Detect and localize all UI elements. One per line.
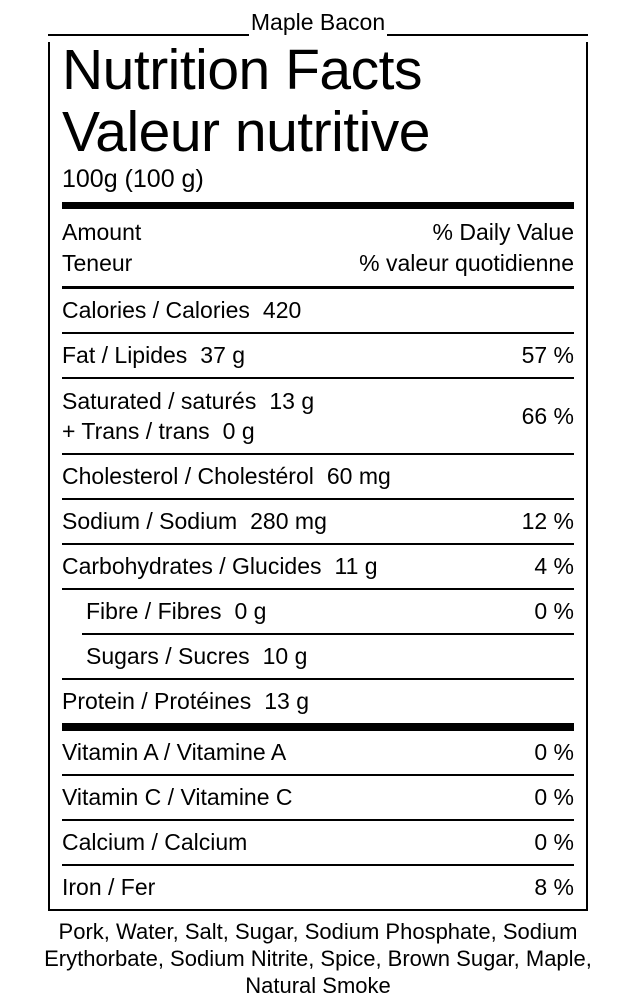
title-right-line [387,9,588,36]
nutrient-dv: 4 % [534,553,574,579]
nutrition-facts-box [48,38,588,911]
nutrient-name: Carbohydrates / Glucides [62,553,322,579]
nutrient-value: 0 g [234,598,267,624]
title-english: Nutrition Facts [62,38,422,102]
title-left-line [48,9,249,36]
nutrient-name: Sodium / Sodium [62,508,238,534]
nutrient-value: 11 g [334,553,378,579]
nutrient-value: 10 g [262,643,308,669]
nutrient-name: Vitamin C / Vitamine C [62,784,293,810]
nutrient-name: Calcium / Calcium [62,829,248,855]
product-title-row [48,8,588,36]
row-carbohydrates [62,545,574,588]
nutrient-dv: 12 % [521,508,574,534]
nutrient-name: Sugars / Sucres [86,643,250,669]
nutrient-name: Vitamin A / Vitamine A [62,739,287,765]
nutrient-value: 0 g [222,418,255,444]
nutrient-name: Protein / Protéines [62,688,252,714]
nutrient-dv: 57 % [521,342,574,368]
divider-thick-top [62,202,574,209]
product-title: Maple Bacon [250,9,386,35]
nutrient-name: + Trans / trans [62,418,210,444]
nutrient-dv: 0 % [534,739,574,765]
amount-label-fr: Teneur [62,250,133,276]
daily-value-label-en: % Daily Value [432,219,574,245]
nutrient-dv: 0 % [534,829,574,855]
row-sodium [62,500,574,543]
row-protein [62,680,574,723]
row-iron [62,866,574,909]
nutrient-name: Calories / Calories [62,297,250,323]
header-line-en [62,217,574,248]
nutrient-value: 60 mg [326,463,391,489]
serving-size: 100g (100 g) [62,165,204,193]
row-calcium [62,821,574,864]
row-calories [62,289,574,332]
row-sugars [62,635,574,678]
nutrient-name: Cholesterol / Cholestérol [62,463,314,489]
row-saturated-trans [62,379,574,453]
nutrient-dv: 8 % [534,874,574,900]
ingredients-list: Pork, Water, Salt, Sugar, Sodium Phosphate, Sodium Erythorbate, Sodium Nitrite, Spice, Brown Sugar, Maple, Natural Smoke [44,919,592,998]
nutrient-value: 13 g [264,688,309,714]
nutrient-value: 280 mg [250,508,327,534]
nutrient-name: Saturated / saturés [62,388,257,414]
nutrient-dv: 66 % [521,402,574,429]
daily-value-label-fr: % valeur quotidienne [359,250,574,276]
header-line-fr [62,248,574,279]
column-header [62,209,574,286]
row-vitamin-a [62,731,574,774]
divider-thick-micronutrients [62,723,574,731]
label-wrap [48,8,588,911]
nutrient-name: Fibre / Fibres [86,598,222,624]
row-fibre [62,590,574,633]
nutrient-name: Fat / Lipides [62,342,188,368]
nutrient-value: 420 [262,297,302,323]
nutrient-name: Iron / Fer [62,874,156,900]
title-french: Valeur nutritive [62,100,430,164]
row-fat [62,334,574,377]
nutrient-dv: 0 % [534,598,574,624]
row-vitamin-c [62,776,574,819]
nutrient-value: 13 g [269,388,315,414]
row-cholesterol [62,455,574,498]
amount-label-en: Amount [62,219,142,245]
nutrient-value: 37 g [200,342,246,368]
nutrient-dv: 0 % [534,784,574,810]
